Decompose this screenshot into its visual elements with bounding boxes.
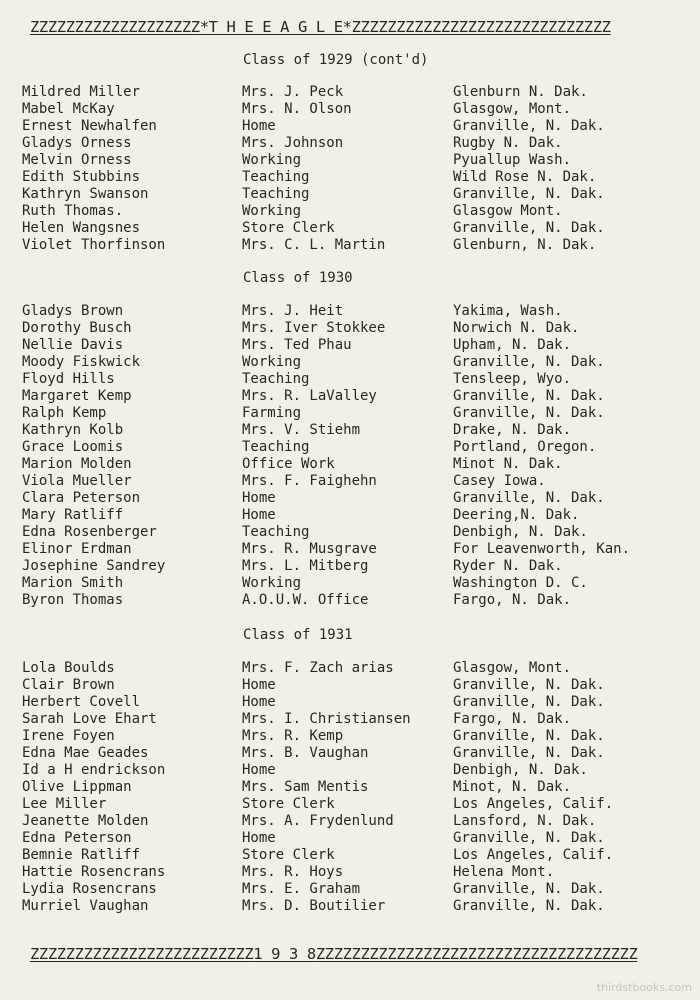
alumni-name: Sarah Love Ehart [22, 711, 157, 727]
alumni-row [0, 711, 700, 728]
alumni-place: Drake, N. Dak. [453, 422, 572, 438]
alumni-name: Murriel Vaughan [22, 898, 149, 914]
alumni-row [0, 558, 700, 575]
alumni-status: Home [242, 830, 276, 846]
alumni-name: Gladys Orness [22, 135, 132, 151]
alumni-status: Teaching [242, 186, 310, 202]
alumni-status: Mrs. R. Musgrave [242, 541, 377, 557]
alumni-name: Dorothy Busch [22, 320, 132, 336]
alumni-name: Mary Ratliff [22, 507, 124, 523]
alumni-name: Josephine Sandrey [22, 558, 166, 574]
header-rule [30, 18, 680, 36]
alumni-name: Hattie Rosencrans [22, 864, 166, 880]
alumni-name: Melvin Orness [22, 152, 132, 168]
alumni-name: Herbert Covell [22, 694, 141, 710]
alumni-name: Nellie Davis [22, 337, 124, 353]
alumni-place: Granville, N. Dak. [453, 830, 605, 846]
alumni-place: Granville, N. Dak. [453, 118, 605, 134]
alumni-name: Grace Loomis [22, 439, 124, 455]
alumni-place: Glenburn, N. Dak. [453, 237, 597, 253]
alumni-name: Irene Foyen [22, 728, 115, 744]
alumni-row [0, 337, 700, 354]
alumni-row [0, 135, 700, 152]
alumni-name: Gladys Brown [22, 303, 124, 319]
alumni-name: Kathryn Kolb [22, 422, 124, 438]
alumni-status: Home [242, 118, 276, 134]
alumni-status: Mrs. J. Heit [242, 303, 344, 319]
alumni-status: Mrs. Ted Phau [242, 337, 352, 353]
alumni-place: Granville, N. Dak. [453, 881, 605, 897]
alumni-name: Bemnie Ratliff [22, 847, 141, 863]
alumni-place: For Leavenworth, Kan. [453, 541, 631, 557]
alumni-row [0, 728, 700, 745]
alumni-row [0, 813, 700, 830]
alumni-name: Lola Boulds [22, 660, 115, 676]
alumni-name: Marion Smith [22, 575, 124, 591]
alumni-name: Olive Lippman [22, 779, 132, 795]
alumni-name: Lydia Rosencrans [22, 881, 157, 897]
alumni-row [0, 745, 700, 762]
alumni-place: Granville, N. Dak. [453, 745, 605, 761]
alumni-name: Edna Peterson [22, 830, 132, 846]
alumni-name: Violet Thorfinson [22, 237, 166, 253]
alumni-status: Mrs. F. Faighehn [242, 473, 377, 489]
alumni-place: Wild Rose N. Dak. [453, 169, 597, 185]
alumni-name: Lee Miller [22, 796, 107, 812]
alumni-row [0, 101, 700, 118]
alumni-name: Id a H endrickson [22, 762, 166, 778]
alumni-place: Rugby N. Dak. [453, 135, 563, 151]
alumni-name: Viola Mueller [22, 473, 132, 489]
alumni-name: Ralph Kemp [22, 405, 107, 421]
alumni-row [0, 422, 700, 439]
alumni-place: Granville, N. Dak. [453, 220, 605, 236]
alumni-row [0, 847, 700, 864]
alumni-status: Mrs. V. Stiehm [242, 422, 361, 438]
alumni-place: Lansford, N. Dak. [453, 813, 597, 829]
alumni-place: Glasgow, Mont. [453, 660, 572, 676]
alumni-name: Mabel McKay [22, 101, 115, 117]
alumni-status: Mrs. R. LaValley [242, 388, 377, 404]
alumni-status: Farming [242, 405, 302, 421]
alumni-place: Granville, N. Dak. [453, 186, 605, 202]
alumni-status: Working [242, 152, 302, 168]
alumni-row [0, 388, 700, 405]
alumni-place: Norwich N. Dak. [453, 320, 580, 336]
alumni-name: Helen Wangsnes [22, 220, 141, 236]
alumni-place: Ryder N. Dak. [453, 558, 563, 574]
alumni-place: Minot N. Dak. [453, 456, 563, 472]
alumni-place: Granville, N. Dak. [453, 388, 605, 404]
alumni-place: Granville, N. Dak. [453, 898, 605, 914]
alumni-name: Floyd Hills [22, 371, 115, 387]
alumni-status: Mrs. R. Hoys [242, 864, 344, 880]
alumni-status: Store Clerk [242, 847, 335, 863]
alumni-status: Teaching [242, 439, 310, 455]
alumni-status: Home [242, 762, 276, 778]
footer-year: 1 9 3 8 [253, 945, 316, 963]
alumni-status: Mrs. B. Vaughan [242, 745, 369, 761]
alumni-row [0, 220, 700, 237]
footer-suffix: ZZZZZZZZZZZZZZZZZZZZZZZZZZZZZZZZZZZZ [315, 945, 638, 963]
alumni-status: Home [242, 490, 276, 506]
alumni-row [0, 830, 700, 847]
alumni-status: Mrs. Johnson [242, 135, 344, 151]
alumni-name: Clair Brown [22, 677, 115, 693]
alumni-place: Upham, N. Dak. [453, 337, 572, 353]
alumni-name: Margaret Kemp [22, 388, 132, 404]
alumni-status: Mrs. Sam Mentis [242, 779, 369, 795]
alumni-row [0, 371, 700, 388]
alumni-row [0, 169, 700, 186]
alumni-name: Edna Mae Geades [22, 745, 149, 761]
alumni-row [0, 203, 700, 220]
header-prefix: ZZZZZZZZZZZZZZZZZZZ [30, 18, 200, 36]
alumni-place: Granville, N. Dak. [453, 405, 605, 421]
alumni-status: Working [242, 203, 302, 219]
alumni-row [0, 320, 700, 337]
alumni-row [0, 660, 700, 677]
alumni-row [0, 405, 700, 422]
alumni-status: Store Clerk [242, 796, 335, 812]
alumni-place: Granville, N. Dak. [453, 694, 605, 710]
alumni-place: Granville, N. Dak. [453, 490, 605, 506]
class-heading: Class of 1931 [243, 627, 353, 643]
alumni-row [0, 186, 700, 203]
alumni-name: Byron Thomas [22, 592, 124, 608]
alumni-place: Granville, N. Dak. [453, 354, 605, 370]
alumni-place: Glasgow Mont. [453, 203, 563, 219]
alumni-row [0, 898, 700, 915]
alumni-row [0, 84, 700, 101]
alumni-row [0, 677, 700, 694]
alumni-status: Mrs. E. Graham [242, 881, 361, 897]
watermark: thirdstbooks.com [596, 981, 692, 994]
alumni-status: Mrs. I. Christiansen [242, 711, 411, 727]
alumni-name: Kathryn Swanson [22, 186, 149, 202]
alumni-row [0, 237, 700, 254]
alumni-name: Elinor Erdman [22, 541, 132, 557]
alumni-row [0, 152, 700, 169]
alumni-place: Casey Iowa. [453, 473, 546, 489]
alumni-status: Home [242, 694, 276, 710]
alumni-row [0, 694, 700, 711]
alumni-row [0, 303, 700, 320]
alumni-status: Mrs. C. L. Martin [242, 237, 386, 253]
alumni-row [0, 762, 700, 779]
alumni-place: Glasgow, Mont. [453, 101, 572, 117]
alumni-row [0, 118, 700, 135]
alumni-status: Mrs. L. Mitberg [242, 558, 369, 574]
alumni-place: Granville, N. Dak. [453, 728, 605, 744]
alumni-status: Store Clerk [242, 220, 335, 236]
footer-prefix: ZZZZZZZZZZZZZZZZZZZZZZZZZ [30, 945, 254, 963]
alumni-row [0, 524, 700, 541]
alumni-name: Jeanette Molden [22, 813, 149, 829]
header-suffix: ZZZZZZZZZZZZZZZZZZZZZZZZZZZZZ [351, 18, 611, 36]
class-heading: Class of 1930 [243, 270, 353, 286]
alumni-name: Marion Molden [22, 456, 132, 472]
alumni-row [0, 881, 700, 898]
class-heading: Class of 1929 (cont'd) [243, 52, 429, 68]
alumni-row [0, 439, 700, 456]
alumni-place: Yakima, Wash. [453, 303, 563, 319]
alumni-place: Fargo, N. Dak. [453, 592, 572, 608]
alumni-place: Los Angeles, Calif. [453, 796, 614, 812]
alumni-place: Portland, Oregon. [453, 439, 597, 455]
alumni-name: Clara Peterson [22, 490, 141, 506]
alumni-status: Mrs. R. Kemp [242, 728, 344, 744]
alumni-row [0, 796, 700, 813]
alumni-row [0, 507, 700, 524]
alumni-row [0, 490, 700, 507]
alumni-row [0, 541, 700, 558]
alumni-status: Office Work [242, 456, 335, 472]
alumni-place: Denbigh, N. Dak. [453, 762, 588, 778]
alumni-place: Tensleep, Wyo. [453, 371, 572, 387]
alumni-status: Teaching [242, 524, 310, 540]
alumni-status: Teaching [242, 169, 310, 185]
alumni-place: Granville, N. Dak. [453, 677, 605, 693]
alumni-place: Minot, N. Dak. [453, 779, 572, 795]
alumni-name: Edith Stubbins [22, 169, 141, 185]
alumni-status: Mrs. A. Frydenlund [242, 813, 394, 829]
alumni-row [0, 354, 700, 371]
alumni-row [0, 456, 700, 473]
alumni-row [0, 473, 700, 490]
alumni-place: Pyuallup Wash. [453, 152, 572, 168]
alumni-status: Mrs. Iver Stokkee [242, 320, 386, 336]
alumni-place: Fargo, N. Dak. [453, 711, 572, 727]
alumni-place: Glenburn N. Dak. [453, 84, 588, 100]
alumni-status: Working [242, 575, 302, 591]
alumni-name: Mildred Miller [22, 84, 141, 100]
alumni-row [0, 592, 700, 609]
alumni-status: Teaching [242, 371, 310, 387]
alumni-name: Ruth Thomas. [22, 203, 124, 219]
alumni-place: Helena Mont. [453, 864, 555, 880]
alumni-status: Mrs. D. Boutilier [242, 898, 386, 914]
alumni-place: Washington D. C. [453, 575, 588, 591]
alumni-status: A.O.U.W. Office [242, 592, 369, 608]
alumni-row [0, 575, 700, 592]
alumni-name: Ernest Newhalfen [22, 118, 157, 134]
alumni-status: Working [242, 354, 302, 370]
alumni-status: Mrs. J. Peck [242, 84, 344, 100]
alumni-row [0, 864, 700, 881]
footer-rule [30, 945, 680, 963]
alumni-status: Home [242, 507, 276, 523]
alumni-status: Home [242, 677, 276, 693]
alumni-name: Moody Fiskwick [22, 354, 141, 370]
alumni-row [0, 779, 700, 796]
alumni-status: Mrs. N. Olson [242, 101, 352, 117]
alumni-place: Denbigh, N. Dak. [453, 524, 588, 540]
alumni-name: Edna Rosenberger [22, 524, 157, 540]
alumni-status: Mrs. F. Zach arias [242, 660, 394, 676]
alumni-place: Deering,N. Dak. [453, 507, 580, 523]
alumni-place: Los Angeles, Calif. [453, 847, 614, 863]
newspaper-title: *T H E E A G L E* [199, 18, 352, 36]
